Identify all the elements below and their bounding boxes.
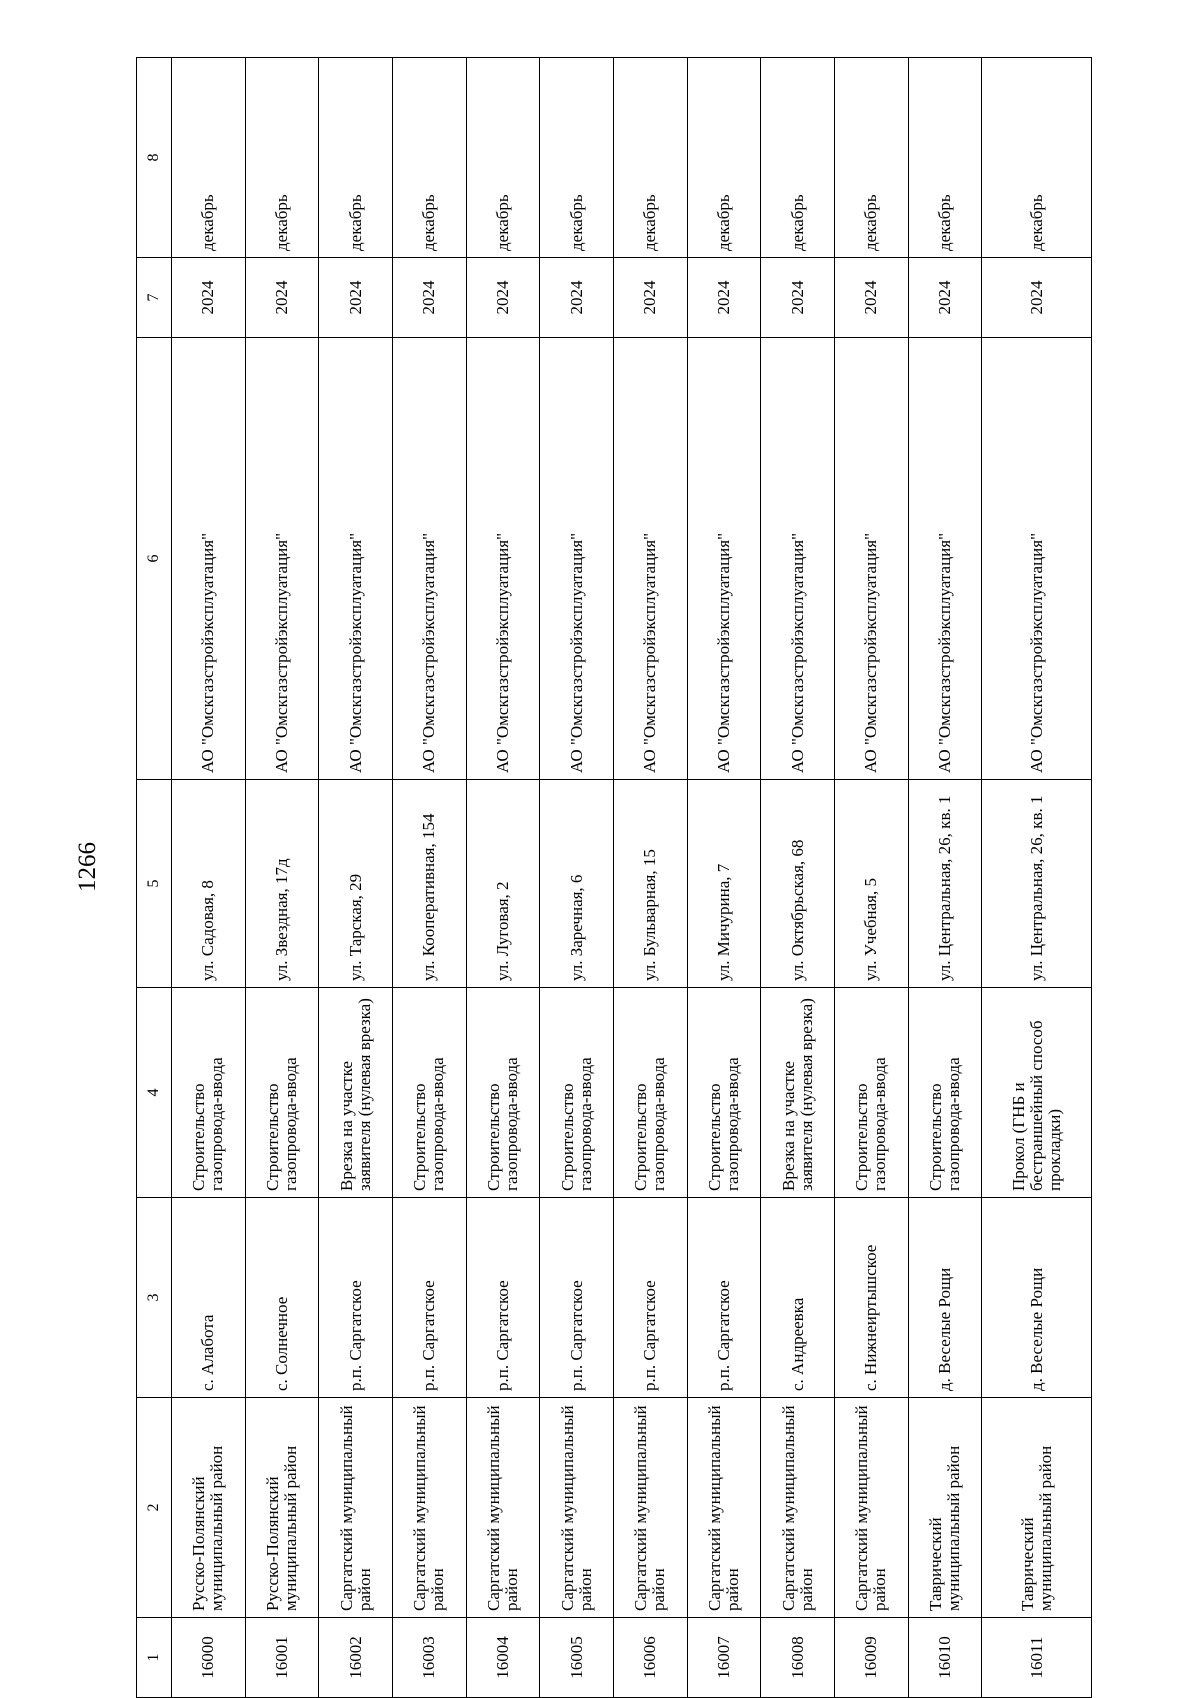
column-header: 6 [137, 338, 172, 780]
settlement-cell: р.п. Саргатское [687, 1198, 761, 1398]
work-type-cell: Строительство газопровода-ввода [393, 988, 467, 1198]
rotated-table-container [136, 58, 1092, 1698]
year-cell: 2024 [761, 258, 835, 338]
settlement-cell: р.п. Саргатское [540, 1198, 614, 1398]
district-cell: Русско-Полянский муниципальный район [245, 1398, 319, 1618]
table-row [835, 58, 909, 1698]
organization-cell: АО "Омскгазстройэксплуатация" [319, 338, 393, 780]
year-cell: 2024 [687, 258, 761, 338]
settlement-cell: с. Алабота [172, 1198, 246, 1398]
district-cell: Саргатский муниципальный район [687, 1398, 761, 1618]
year-cell: 2024 [319, 258, 393, 338]
row-number-cell: 16006 [614, 1618, 688, 1698]
address-cell: ул. Садовая, 8 [172, 780, 246, 988]
address-cell: ул. Мичурина, 7 [687, 780, 761, 988]
work-type-cell: Строительство газопровода-ввода [908, 988, 982, 1198]
row-number-cell: 16001 [245, 1618, 319, 1698]
row-number-cell: 16008 [761, 1618, 835, 1698]
organization-cell: АО "Омскгазстройэксплуатация" [393, 338, 467, 780]
page-number: 1266 [74, 842, 101, 892]
table-row [982, 58, 1092, 1698]
month-cell: декабрь [982, 58, 1092, 258]
year-cell: 2024 [393, 258, 467, 338]
district-cell: Таврический муниципальный район [908, 1398, 982, 1618]
district-cell: Саргатский муниципальный район [540, 1398, 614, 1618]
organization-cell: АО "Омскгазстройэксплуатация" [466, 338, 540, 780]
gas-connection-table [136, 57, 1092, 1698]
month-cell: декабрь [540, 58, 614, 258]
header-row [137, 58, 172, 1698]
work-type-cell: Строительство газопровода-ввода [835, 988, 909, 1198]
address-cell: ул. Центральная, 26, кв. 1 [908, 780, 982, 988]
settlement-cell: с. Солнечное [245, 1198, 319, 1398]
organization-cell: АО "Омскгазстройэксплуатация" [835, 338, 909, 780]
table-row [614, 58, 688, 1698]
settlement-cell: д. Веселые Рощи [908, 1198, 982, 1398]
address-cell: ул. Звездная, 17д [245, 780, 319, 988]
organization-cell: АО "Омскгазстройэксплуатация" [172, 338, 246, 780]
year-cell: 2024 [982, 258, 1092, 338]
column-header: 1 [137, 1618, 172, 1698]
table-row [761, 58, 835, 1698]
table-row [172, 58, 246, 1698]
settlement-cell: р.п. Саргатское [466, 1198, 540, 1398]
work-type-cell: Строительство газопровода-ввода [687, 988, 761, 1198]
month-cell: декабрь [466, 58, 540, 258]
organization-cell: АО "Омскгазстройэксплуатация" [761, 338, 835, 780]
district-cell: Саргатский муниципальный район [835, 1398, 909, 1618]
settlement-cell: с. Андреевка [761, 1198, 835, 1398]
organization-cell: АО "Омскгазстройэксплуатация" [540, 338, 614, 780]
table-row [393, 58, 467, 1698]
table-row [540, 58, 614, 1698]
month-cell: декабрь [761, 58, 835, 258]
month-cell: декабрь [908, 58, 982, 258]
work-type-cell: Строительство газопровода-ввода [614, 988, 688, 1198]
work-type-cell: Строительство газопровода-ввода [466, 988, 540, 1198]
address-cell: ул. Центральная, 26, кв. 1 [982, 780, 1092, 988]
month-cell: декабрь [319, 58, 393, 258]
settlement-cell: с. Нижнеиртышское [835, 1198, 909, 1398]
row-number-cell: 16011 [982, 1618, 1092, 1698]
column-header: 8 [137, 58, 172, 258]
address-cell: ул. Октябрьская, 68 [761, 780, 835, 988]
work-type-cell: Прокол (ГНБ и бестраншейный способ прокладки) [982, 988, 1092, 1198]
table-row [687, 58, 761, 1698]
column-header: 7 [137, 258, 172, 338]
work-type-cell: Строительство газопровода-ввода [245, 988, 319, 1198]
year-cell: 2024 [540, 258, 614, 338]
year-cell: 2024 [245, 258, 319, 338]
row-number-cell: 16005 [540, 1618, 614, 1698]
month-cell: декабрь [245, 58, 319, 258]
row-number-cell: 16002 [319, 1618, 393, 1698]
organization-cell: АО "Омскгазстройэксплуатация" [614, 338, 688, 780]
settlement-cell: р.п. Саргатское [393, 1198, 467, 1398]
month-cell: декабрь [835, 58, 909, 258]
year-cell: 2024 [466, 258, 540, 338]
district-cell: Саргатский муниципальный район [466, 1398, 540, 1618]
district-cell: Саргатский муниципальный район [614, 1398, 688, 1618]
table-row [319, 58, 393, 1698]
table-row [245, 58, 319, 1698]
month-cell: декабрь [172, 58, 246, 258]
settlement-cell: д. Веселые Рощи [982, 1198, 1092, 1398]
work-type-cell: Строительство газопровода-ввода [540, 988, 614, 1198]
organization-cell: АО "Омскгазстройэксплуатация" [687, 338, 761, 780]
column-header: 5 [137, 780, 172, 988]
organization-cell: АО "Омскгазстройэксплуатация" [982, 338, 1092, 780]
table-row [908, 58, 982, 1698]
year-cell: 2024 [172, 258, 246, 338]
row-number-cell: 16007 [687, 1618, 761, 1698]
column-header: 4 [137, 988, 172, 1198]
settlement-cell: р.п. Саргатское [614, 1198, 688, 1398]
address-cell: ул. Бульварная, 15 [614, 780, 688, 988]
year-cell: 2024 [835, 258, 909, 338]
organization-cell: АО "Омскгазстройэксплуатация" [908, 338, 982, 780]
row-number-cell: 16010 [908, 1618, 982, 1698]
address-cell: ул. Кооперативная, 154 [393, 780, 467, 988]
row-number-cell: 16000 [172, 1618, 246, 1698]
month-cell: декабрь [393, 58, 467, 258]
month-cell: декабрь [687, 58, 761, 258]
year-cell: 2024 [908, 258, 982, 338]
work-type-cell: Врезка на участке заявителя (нулевая врезка) [319, 988, 393, 1198]
address-cell: ул. Заречная, 6 [540, 780, 614, 988]
column-header: 2 [137, 1398, 172, 1618]
month-cell: декабрь [614, 58, 688, 258]
work-type-cell: Врезка на участке заявителя (нулевая врезка) [761, 988, 835, 1198]
table-row [466, 58, 540, 1698]
organization-cell: АО "Омскгазстройэксплуатация" [245, 338, 319, 780]
work-type-cell: Строительство газопровода-ввода [172, 988, 246, 1198]
column-header: 3 [137, 1198, 172, 1398]
address-cell: ул. Луговая, 2 [466, 780, 540, 988]
district-cell: Саргатский муниципальный район [761, 1398, 835, 1618]
district-cell: Саргатский муниципальный район [393, 1398, 467, 1618]
address-cell: ул. Учебная, 5 [835, 780, 909, 988]
row-number-cell: 16003 [393, 1618, 467, 1698]
district-cell: Саргатский муниципальный район [319, 1398, 393, 1618]
address-cell: ул. Тарская, 29 [319, 780, 393, 988]
district-cell: Русско-Полянский муниципальный район [172, 1398, 246, 1618]
row-number-cell: 16004 [466, 1618, 540, 1698]
year-cell: 2024 [614, 258, 688, 338]
district-cell: Таврический муниципальный район [982, 1398, 1092, 1618]
row-number-cell: 16009 [835, 1618, 909, 1698]
settlement-cell: р.п. Саргатское [319, 1198, 393, 1398]
